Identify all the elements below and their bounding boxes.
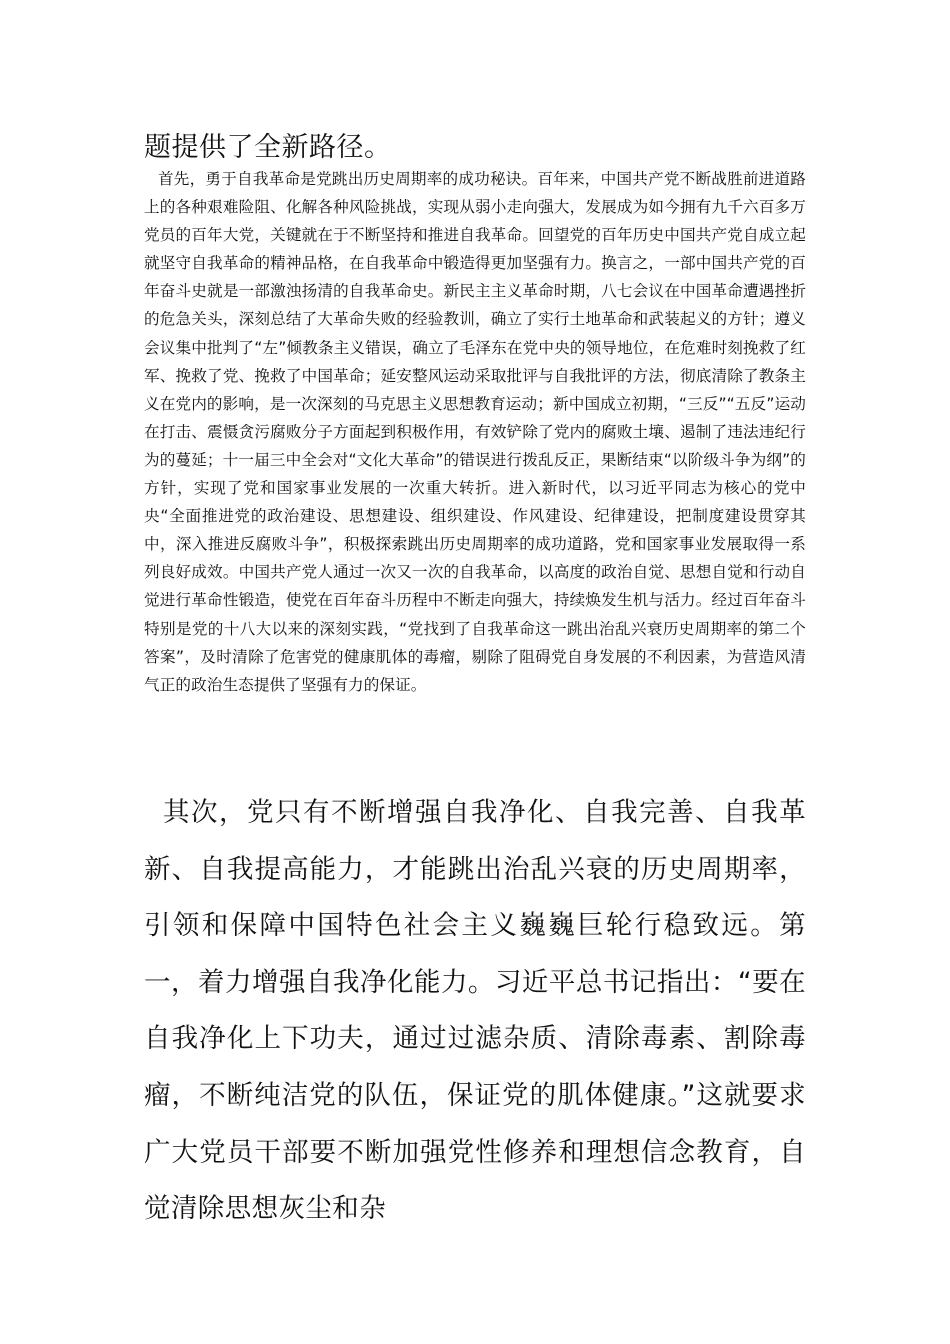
paragraph-first: 首先，勇于自我革命是党跳出历史周期率的成功秘诀。百年来，中国共产党不断战胜前进道路上的各种艰难险阻、化解各种风险挑战，实现从弱小走向强大，发展成为如今拥有九千六百多万党员的百年大党，关键就在于不断坚持和推进自我革命。回望党的百年历史中国共产党自成立起就坚守自我革命的精神品格，在自我革命中锻造得更加坚强有力。换言之，一部中国共产党的百年奋斗史就是一部激浊扬清的自我革命史。新民主主义革命时期，八七会议在中国革命遭遇挫折的危急关头，深刻总结了大革命失败的经验教训，确立了实行土地革命和武装起义的方针；遵义会议集中批判了“左”倾教条主义错误，确立了毛泽东在党中央的领导地位，在危难时刻挽救了红军、挽救了党、挽救了中国革命；延安整风运动采取批评与自我批评的方法，彻底清除了教条主义在党内的影响，是一次深刻的马克思主义思想教育运动；新中国成立初期，“三反”“五反”运动在打击、震慑贪污腐败分子方面起到积极作用，有效铲除了党内的腐败土壤、遏制了违法违纪行为的蔓延；十一届三中全会对“文化大革命”的错误进行拨乱反正，果断结束“以阶级斗争为纲”的方针，实现了党和国家事业发展的一次重大转折。进入新时代，以习近平同志为核心的党中央“全面推进党的政治建设、思想建设、组织建设、作风建设、纪律建设，把制度建设贯穿其中，深入推进反腐败斗争”，积极探索跳出历史周期率的成功道路，党和国家事业发展取得一系列良好成效。中国共产党人通过一次又一次的自我革命，以高度的政治自觉、思想自觉和行动自觉进行革命性锻造，使党在百年奋斗历程中不断走向强大，持续焕发生机与活力。经过百年奋斗特别是党的十八大以来的深刻实践，“党找到了自我革命这一跳出治乱兴衰历史周期率的第二个答案”，及时清除了危害党的健康肌体的毒瘤，剔除了阻碍党自身发展的不利因素，为营造风清气正的政治生态提供了坚强有力的保证。 [144, 170, 806, 694]
opening-line: 题提供了全新路径。 [144, 132, 392, 163]
paragraph-second: 其次，党只有不断增强自我净化、自我完善、自我革新、自我提高能力，才能跳出治乱兴衰的历史周期率，引领和保障中国特色社会主义巍巍巨轮行稳致远。第一，着力增强自我净化能力。习近平总书记指出：“要在自我净化上下功夫，通过过滤杂质、清除毒素、割除毒瘤，不断纯洁党的队伍，保证党的肌体健康。”这就要求广大党员干部要不断加强党性修养和理想信念教育，自觉清除思想灰尘和杂 [144, 797, 806, 1225]
